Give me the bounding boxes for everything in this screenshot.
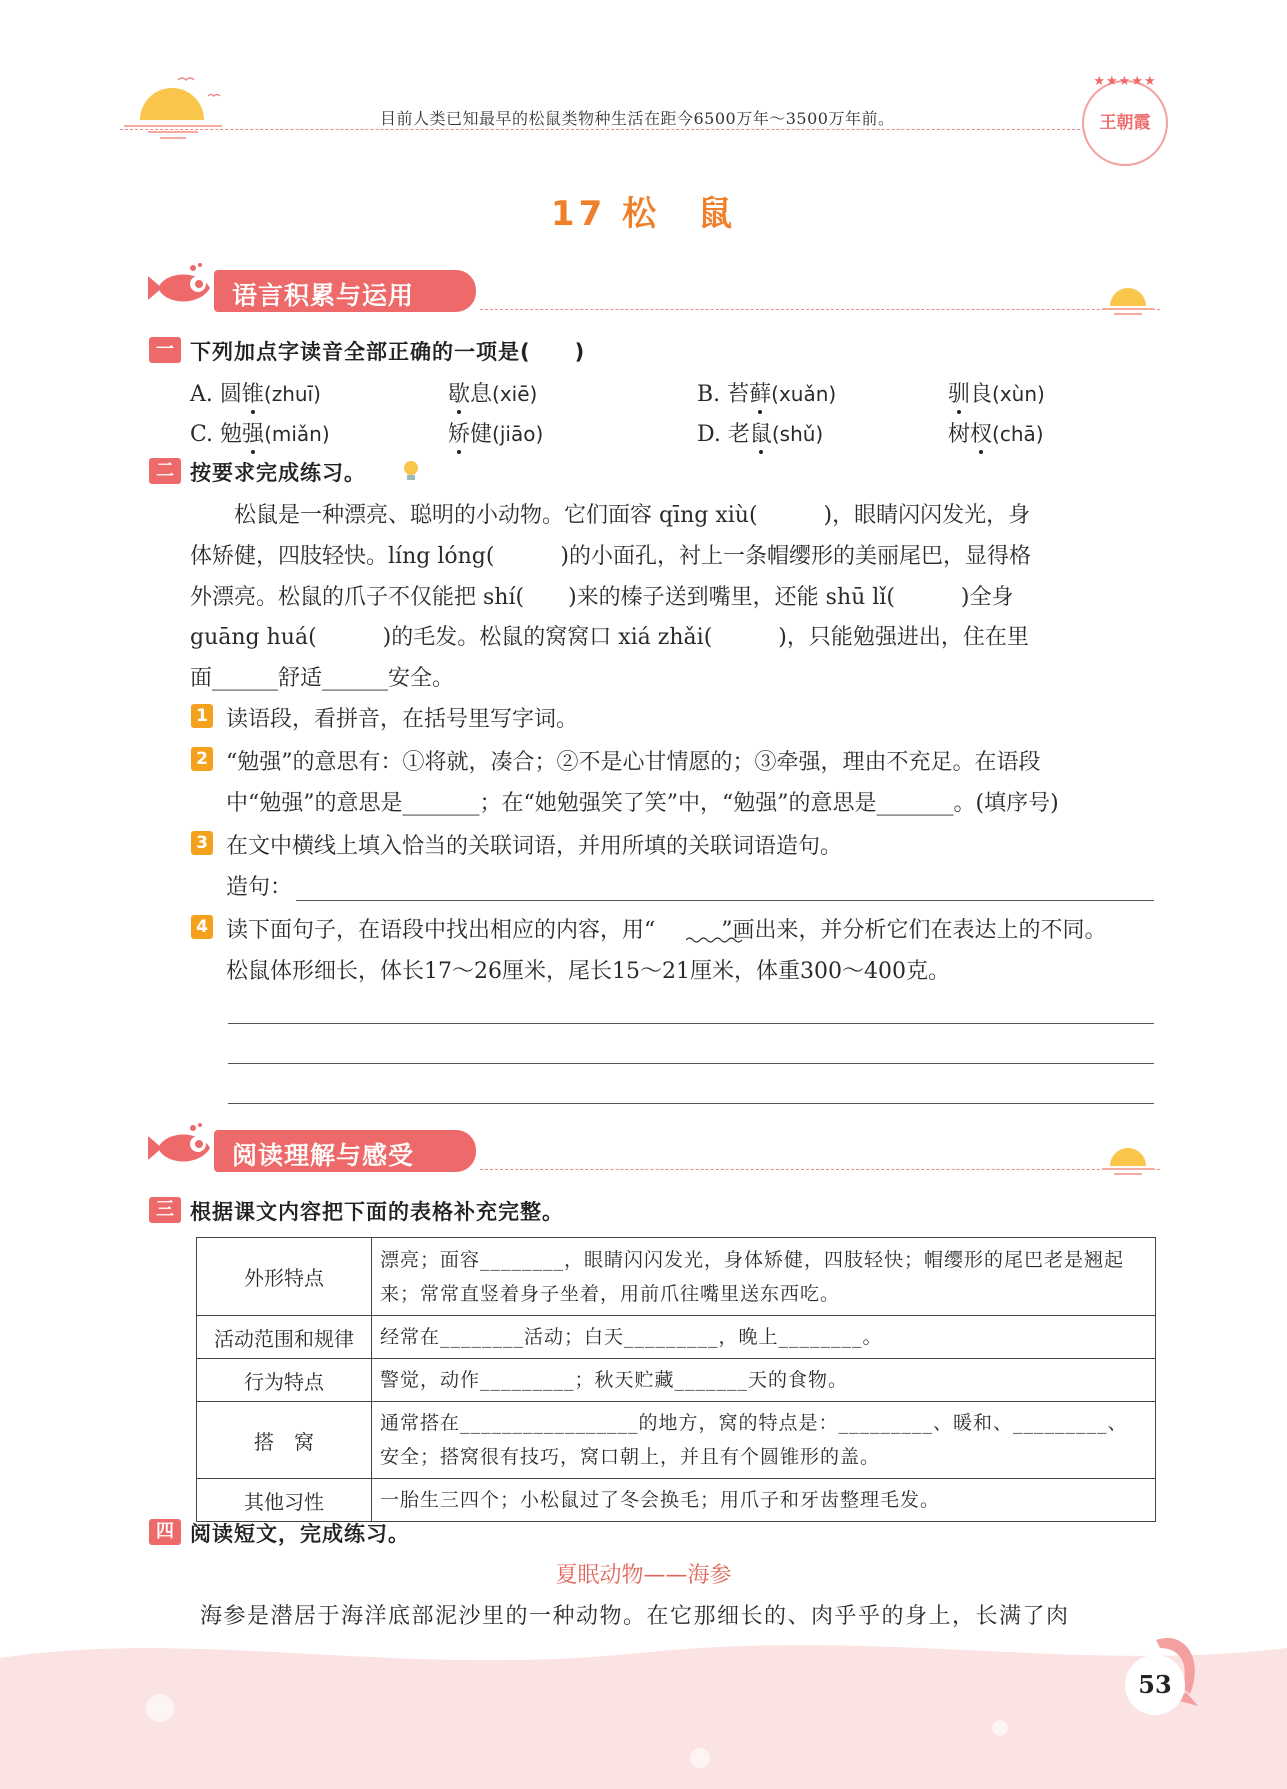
option-d1-dot: 鼠: [749, 422, 772, 447]
table-row: [197, 1238, 1156, 1316]
q3-number: 三: [149, 1197, 181, 1223]
option-b1[interactable]: [697, 377, 836, 408]
table-row: [197, 1479, 1156, 1522]
brand-name: 王朝霞: [1099, 113, 1151, 133]
header-fact: 目前人类已知最早的松鼠类物种生活在距今6500万年～3500万年前。: [380, 109, 895, 128]
option-a2-post: 息: [470, 382, 493, 407]
option-a1-pre: A. 圆: [190, 382, 242, 407]
option-c2-dot: 矫: [448, 422, 471, 447]
option-c1-pre: C. 勉: [190, 422, 243, 447]
sub-q4-text-1: 读下面句子，在语段中找出相应的内容，用“ ”画出来，并分析它们在表达上的不同。: [226, 918, 1107, 943]
option-a2-dot: 歇: [448, 382, 471, 407]
option-b2[interactable]: [948, 377, 1045, 408]
sub-q1-text: 读语段，看拼音，在括号里写字词。: [226, 707, 579, 732]
wavy-underline-icon: [686, 936, 742, 944]
passage-line-2: 体矫健，四肢轻快。líng lóng( )的小面孔，衬上一条帽缨形的美丽尾巴，显得格: [190, 544, 1032, 569]
analysis-line-2[interactable]: [228, 1063, 1154, 1064]
option-d1-pre: D. 老: [697, 422, 750, 447]
option-b2-post: 良: [970, 382, 993, 407]
option-b1-pre: B. 苔: [697, 382, 750, 407]
section2-label: 阅读理解与感受: [232, 1141, 415, 1170]
sub-q1-number: 1: [191, 704, 213, 728]
option-d2-py: (chā): [992, 422, 1044, 446]
analysis-line-1[interactable]: [228, 1023, 1154, 1024]
fish-icon-2: [148, 1122, 220, 1172]
page-number: 53: [1125, 1655, 1185, 1715]
option-b1-py: (xuǎn): [771, 382, 837, 406]
sub-q2-number: 2: [191, 747, 213, 771]
q3-prompt: 根据课文内容把下面的表格补充完整。: [190, 1200, 564, 1224]
q1-prompt: 下列加点字读音全部正确的一项是( ): [190, 340, 586, 364]
table-content-cell[interactable]: 通常搭在_________________的地方，窝的特点是：_________、暖和、_________、安全；搭窝很有技巧，窝口朝上，并且有个圆锥形的盖。: [372, 1402, 1156, 1479]
option-c2[interactable]: [448, 417, 543, 448]
sub-q3-text-2: 造句：: [226, 875, 293, 900]
sub-q2-text-1: “勉强”的意思有：①将就，凑合；②不是心甘情愿的；③牵强，理由不充足。在语段: [226, 750, 1041, 775]
lightbulb-icon: [402, 461, 420, 481]
option-a1-py: (zhuī): [263, 382, 321, 406]
option-d2-pre: 树: [948, 422, 971, 447]
section2-dash: [480, 1169, 1160, 1170]
table-header-cell: 其他习性: [197, 1479, 372, 1522]
table-header-cell: 外形特点: [197, 1238, 372, 1316]
table-row: [197, 1402, 1156, 1479]
small-sunset-icon-2: [1100, 1138, 1156, 1178]
fish-icon: [148, 262, 220, 312]
table-content-cell[interactable]: 漂亮；面容________，眼睛闪闪发光，身体矫健，四肢轻快；帽缨形的尾巴老是翘起来；常常直竖着身子坐着，用前爪往嘴里送东西吃。: [372, 1238, 1156, 1316]
passage-line-5: 面______舒适______安全。: [190, 666, 455, 691]
table-header-cell: 行为特点: [197, 1359, 372, 1402]
bottom-wave-decoration: [0, 1618, 1287, 1789]
option-b2-py: (xùn): [992, 382, 1045, 406]
passage-line-1: 松鼠是一种漂亮、聪明的小动物。它们面容 qīng xiù( )，眼睛闪闪发光，身: [190, 503, 1031, 528]
option-c2-post: 健: [470, 422, 493, 447]
sentence-answer-line[interactable]: [296, 900, 1154, 901]
option-d1-py: (shǔ): [771, 422, 824, 446]
table-content-cell[interactable]: 警觉，动作_________；秋天贮藏_______天的食物。: [372, 1359, 1156, 1402]
option-b1-dot: 藓: [749, 382, 772, 407]
sub-q3-number: 3: [191, 831, 213, 855]
table-row: [197, 1359, 1156, 1402]
header-dashed-line: [120, 129, 1080, 130]
option-c1-dot: 强: [242, 422, 265, 447]
table-content-cell[interactable]: 经常在________活动；白天_________，晚上________。: [372, 1316, 1156, 1359]
option-a2-py: (xiē): [492, 382, 538, 406]
q4-number: 四: [149, 1519, 181, 1545]
option-a1[interactable]: [190, 377, 321, 408]
option-b2-dot: 驯: [948, 382, 971, 407]
sub-q3-text-1: 在文中横线上填入恰当的关联词语，并用所填的关联词语造句。: [226, 834, 843, 859]
option-c2-py: (jiāo): [492, 422, 544, 446]
passage-line-3: 外漂亮。松鼠的爪子不仅能把 shí( )来的榛子送到嘴里，还能 shū lǐ( )全身: [190, 585, 1014, 610]
option-c1[interactable]: [190, 417, 330, 448]
option-c1-py: (miǎn): [264, 422, 330, 446]
sub-q4-number: 4: [191, 915, 213, 939]
table-row: [197, 1316, 1156, 1359]
q1-number: 一: [149, 337, 181, 363]
table-header-cell: 活动范围和规律: [197, 1316, 372, 1359]
option-d2-dot: 杈: [970, 422, 993, 447]
table-content-cell[interactable]: 一胎生三四个；小松鼠过了冬会换毛；用爪子和牙齿整理毛发。: [372, 1479, 1156, 1522]
article-line-1: 海参是潜居于海洋底部泥沙里的一种动物。在它那细长的、肉乎乎的身上，长满了肉: [200, 1604, 1070, 1629]
lesson-title: 17 松 鼠: [550, 194, 737, 234]
option-a2[interactable]: [448, 377, 537, 408]
brand-seal: [1082, 74, 1168, 166]
passage-line-4: guāng huá( )的毛发。松鼠的窝窝口 xiá zhǎi( )，只能勉强进出，住在里: [190, 625, 1029, 650]
q2-number: 二: [149, 458, 181, 484]
sub-q2-text-2: 中“勉强”的意思是_______；在“她勉强笑了笑”中，“勉强”的意思是_______。(填序号): [226, 791, 1059, 816]
article-title: 夏眠动物——海参: [555, 1563, 732, 1588]
option-a1-dot: 锥: [241, 382, 264, 407]
option-d2[interactable]: [948, 417, 1044, 448]
option-d1[interactable]: [697, 417, 823, 448]
analysis-line-3[interactable]: [228, 1103, 1154, 1104]
q2-prompt: 按要求完成练习。: [190, 461, 366, 485]
section1-dash: [480, 309, 1160, 310]
sub-q4-text-2: 松鼠体形细长，体长17～26厘米，尾长15～21厘米，体重300～400克。: [226, 959, 950, 984]
small-sunset-icon: [1100, 278, 1156, 318]
table-header-cell: 搭 窝: [197, 1402, 372, 1479]
q4-prompt: 阅读短文，完成练习。: [190, 1522, 410, 1546]
sunset-header-icon: [118, 68, 228, 148]
squirrel-traits-table: [196, 1237, 1156, 1522]
brand-stars-icon: ★★★★★: [1093, 74, 1157, 89]
section1-label: 语言积累与运用: [232, 281, 415, 310]
